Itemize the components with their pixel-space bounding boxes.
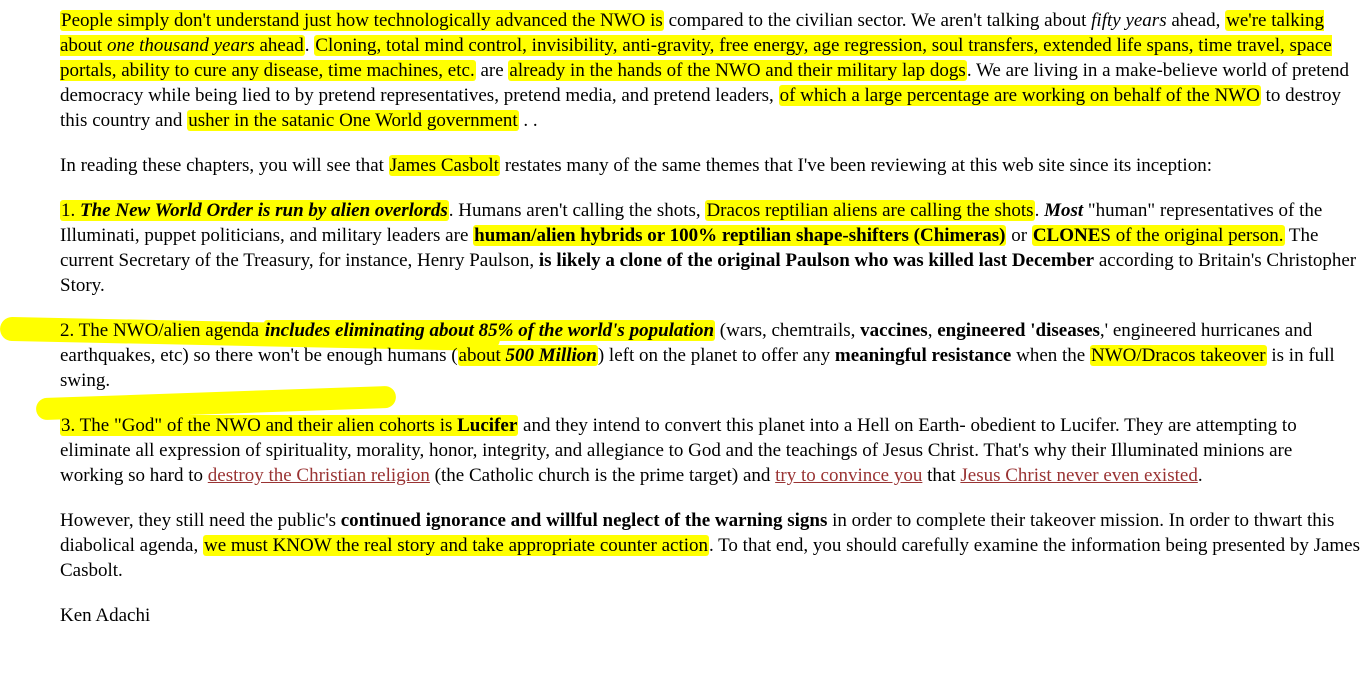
highlight: usher in the satanic One World government (188, 110, 518, 131)
highlight: human/alien hybrids or 100% reptilian shape-shifters (Chimeras) (474, 225, 1006, 246)
highlight: already in the hands of the NWO and their military lap dogs (509, 60, 966, 81)
paragraph-3: 1. The New World Order is run by alien overlords. Humans aren't calling the shots, Dracos reptilian aliens are calling the shots. Most "human" representatives of the Illuminati, puppet politicians, and military leaders are human/alien hybrids or 100% reptilian shape-shifters (Chimeras) or CLONES of the original person. The current Secretary of the Treasury, for instance, Henry Paulson, is likely a clone of the original Paulson who was killed last December according to Britain's Christopher Story. (60, 200, 1357, 296)
highlight: Cloning, total mind control, invisibility, anti-gravity, free energy, age regression, soul transfers, extended life spans, time travel, space portals, ability to cure any disease, time machines, etc. (60, 35, 1332, 81)
highlight: Dracos reptilian aliens are calling the shots (706, 200, 1034, 221)
highlight: we're talking about one thousand years ahead (60, 10, 1325, 56)
highlight: People simply don't understand just how technologically advanced the NWO is (61, 10, 663, 31)
link-destroy-christian-religion[interactable]: destroy the Christian religion (207, 465, 430, 486)
author-signature: Ken Adachi (60, 605, 151, 626)
paragraph-4: 2. The NWO/alien agenda includes eliminating about 85% of the world's population (wars, chemtrails, vaccines, engineered 'diseases,' engineered hurricanes and earthquakes, etc) so there won't be enough humans (about 500 Million) left on the planet to offer any meaningful resistance when the NWO/Dracos takeover is in full swing. (60, 320, 1335, 391)
link-try-to-convince-you[interactable]: try to convince you (775, 465, 923, 486)
highlight: of which a large percentage are working on behalf of the NWO (779, 85, 1260, 106)
paragraph-1: People simply don't understand just how technologically advanced the NWO is compared to the civilian sector. We aren't talking about fifty years ahead, we're talking about one thousand years ahead. Cloning, total mind control, invisibility, anti-gravity, free energy, age regression, soul transfers, extended life spans, time travel, space portals, ability to cure any disease, time machines, etc. are already in the hands of the NWO and their military lap dogs. We are living in a make-believe world of pretend democracy while being lied to by pretend representatives, pretend media, and pretend leaders, of which a large percentage are working on behalf of the NWO to destroy this country and usher in the satanic One World government . . (60, 10, 1350, 131)
highlight: we must KNOW the real story and take appropriate counter action (203, 535, 708, 556)
paragraph-5: 3. The "God" of the NWO and their alien cohorts is Lucifer and they intend to convert this planet into a Hell on Earth- obedient to Lucifer. They are attempting to eliminate all expression of spirituality, morality, honor, integrity, and allegiance to God and the teachings of Jesus Christ. That's why their Illuminated minions are working so hard to destroy the Christian religion (the Catholic church is the prime target) and try to convince you that Jesus Christ never even existed. (60, 415, 1297, 486)
highlight: 1. The New World Order is run by alien overlords (61, 200, 448, 221)
highlight: NWO/Dracos takeover (1091, 345, 1266, 366)
link-jesus-christ-never-existed[interactable]: Jesus Christ never even existed (960, 465, 1198, 486)
highlight: includes eliminating about 85% of the world's population (264, 320, 715, 341)
paragraph-2: In reading these chapters, you will see that James Casbolt restates many of the same themes that I've been reviewing at this web site since its inception: (60, 155, 1212, 176)
paragraph-6: However, they still need the public's continued ignorance and willful neglect of the warning signs in order to complete their takeover mission. In order to thwart this diabolical agenda, we must KNOW the real story and take appropriate counter action. To that end, you should carefully examine the information being presented by James Casbolt. (60, 510, 1361, 581)
highlight: about 500 Million (458, 345, 597, 366)
highlight: CLONES of the original person. (1032, 225, 1284, 246)
highlight: James Casbolt (389, 155, 499, 176)
highlight: 3. The "God" of the NWO and their alien cohorts is Lucifer (61, 415, 518, 436)
